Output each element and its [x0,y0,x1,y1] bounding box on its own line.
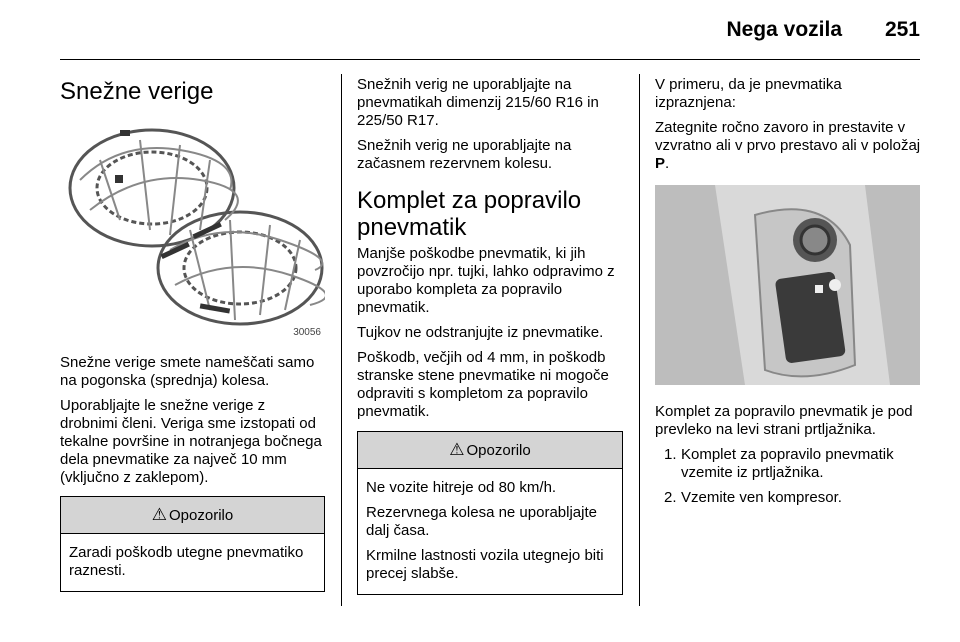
warning-text: Zaradi poškodb utegne pnevmatiko raznesti. [69,544,304,579]
warning-icon: ⚠ [151,505,168,524]
paragraph [655,119,923,173]
page-number: 251 [884,18,920,41]
paragraph: Manjše poškodbe pnevmatik, ki jih povzročijo npr. tujki, lahko odpravimo z uporabo kompleta za popravilo pnevmatik. [357,245,615,316]
paragraph: Snežnih verig ne uporabljajte na pnevmatikah dimenzij 215/60 R16 in 225/50 R17. [357,76,599,129]
step-number: 2. [664,489,677,506]
section-heading-snow-chains: Snežne verige [60,78,214,105]
steps-list [655,446,923,507]
running-title: Nega vozila [726,18,842,41]
page-header [0,0,960,64]
paragraph-end: . [665,155,670,172]
warning-box [60,496,325,592]
column-2 [357,68,623,595]
column-3 [655,68,923,514]
warning-header [358,432,622,469]
figure-number: 30056 [293,327,321,338]
paragraph: Komplet za popravilo pnevmatik je pod prevleko na levi strani prtljažnika. [655,403,913,438]
warning-box [357,431,623,595]
warning-title: Opozorilo [466,441,531,459]
warning-body [358,469,622,594]
paragraph: Snežne verige smete nameščati samo na pogonska (sprednja) kolesa. [60,354,315,389]
gear-position: P [655,155,666,172]
warning-header [61,497,324,534]
list-item [655,489,923,507]
warning-text: Ne vozite hitreje od 80 km/h. [366,479,557,496]
step-text: Komplet za popravilo pnevmatik vzemite iz prtljažnika. [681,446,894,481]
warning-text: Rezervnega kolesa ne uporabljajte dalj časa. [366,504,597,539]
paragraph: Snežnih verig ne uporabljajte na začasnem rezervnem kolesu. [357,137,572,172]
header-rule [60,59,920,60]
repair-kit-photo [655,185,920,385]
column-divider [639,74,640,606]
warning-body [61,534,324,591]
trunk-repair-kit-drawing [655,185,920,385]
step-number: 1. [664,446,677,463]
paragraph: Tujkov ne odstranjujte iz pnevmatike. [357,324,604,341]
section-heading-repair-kit: Komplet za popravilo pnevmatik [357,187,582,241]
snow-chains-illustration [60,120,325,340]
column-divider [341,74,342,606]
warning-icon: ⚠ [449,440,465,459]
snow-chains-drawing [60,120,325,340]
paragraph: V primeru, da je pnevmatika izpraznjena: [655,76,842,111]
paragraph: Poškodb, večjih od 4 mm, in poškodb stranske stene pnevmatike ni mogoče odpraviti s kompletom za popravilo pnevmatik. [357,349,609,420]
column-1 [60,68,325,592]
warning-text: Krmilne lastnosti vozila utegnejo biti precej slabše. [366,547,604,582]
warning-title: Opozorilo [169,506,234,524]
step-text: Vzemite ven kompresor. [681,489,842,506]
paragraph: Uporabljajte le snežne verige z drobnimi členi. Veriga sme izstopati od tekalne površine in notranjega bočnega dela pnevmatike za največ 10 mm (vključno z zaklepom). [60,397,322,486]
paragraph-text: Zategnite ročno zavoro in prestavite v vzvratno ali v prvo prestavo ali v položaj [655,119,921,154]
list-item [655,446,923,482]
